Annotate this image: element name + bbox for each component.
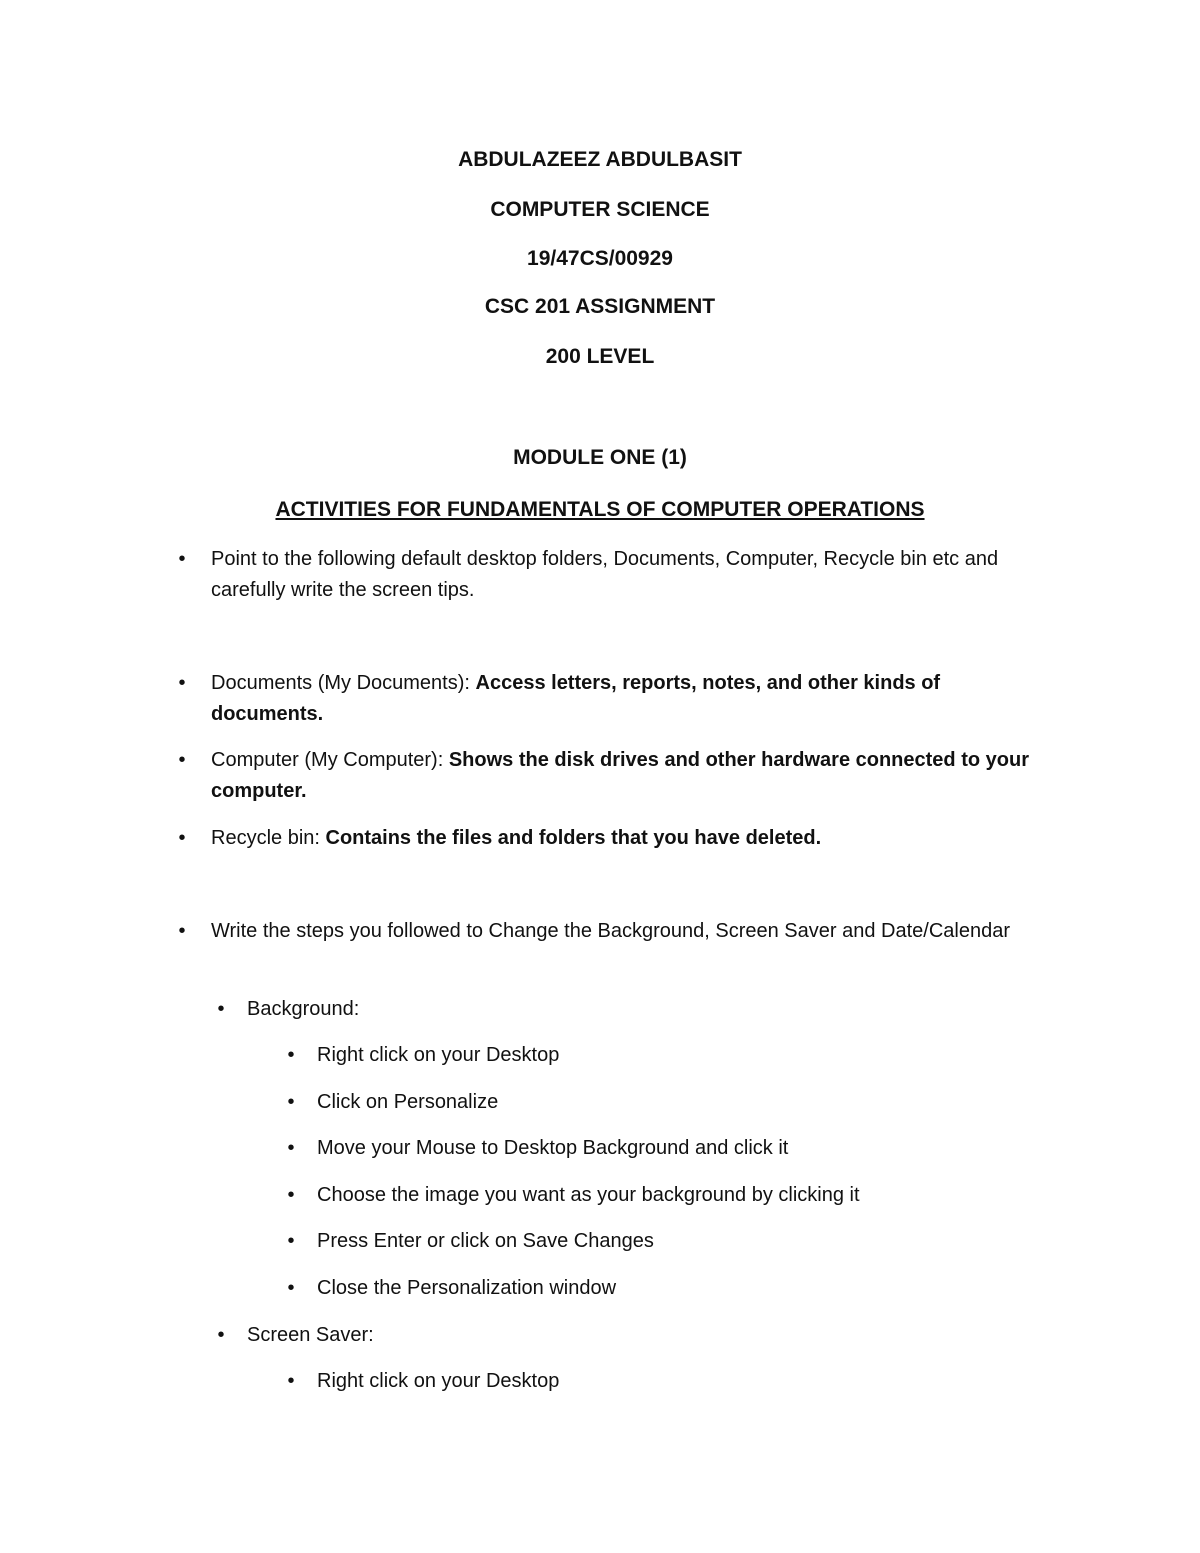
background-step-text: Click on Personalize [317, 1091, 499, 1113]
point-instruction-text: Point to the following default desktop folders, Documents, Computer, Recycle bin etc and carefully write the screen tips. [211, 548, 999, 601]
bullet-icon: • [287, 1277, 295, 1299]
list-item-documents [178, 668, 1041, 730]
bullet-icon: • [287, 1230, 295, 1252]
list-item-background-heading [217, 994, 1027, 1025]
recycle-label: Recycle bin: [211, 827, 326, 849]
bullet-icon: • [287, 1370, 295, 1392]
background-heading: Background: [247, 998, 360, 1020]
recycle-tip: Contains the files and folders that you have deleted. [325, 827, 822, 849]
bullet-icon: • [178, 920, 186, 942]
level: 200 LEVEL [545, 345, 655, 368]
module-title: MODULE ONE (1) [513, 446, 687, 469]
bullet-icon: • [178, 827, 186, 849]
screensaver-step-text: Right click on your Desktop [317, 1370, 560, 1392]
documents-tip: Access letters, reports, notes, and other kinds of documents. [211, 672, 941, 725]
list-item-point-instruction [178, 544, 1041, 606]
bullet-icon: • [287, 1044, 295, 1066]
course-title: CSC 201 ASSIGNMENT [484, 295, 716, 318]
bullet-icon: • [287, 1137, 295, 1159]
student-name: ABDULAZEEZ ABDULBASIT [458, 148, 742, 171]
list-item-computer [178, 745, 1041, 807]
bullet-icon: • [287, 1091, 295, 1113]
computer-label: Computer (My Computer): [211, 749, 449, 771]
screensaver-heading: Screen Saver: [247, 1324, 374, 1346]
steps-instruction-text: Write the steps you followed to Change the Background, Screen Saver and Date/Calendar [211, 920, 1010, 942]
bullet-icon: • [217, 998, 225, 1020]
computer-tip: Shows the disk drives and other hardware connected to your computer. [211, 749, 1029, 802]
bullet-icon: • [178, 548, 186, 570]
list-item-background-step [287, 1226, 1037, 1257]
matric-number: 19/47CS/00929 [527, 247, 673, 270]
bullet-icon: • [178, 672, 186, 694]
activities-title: ACTIVITIES FOR FUNDAMENTALS OF COMPUTER OPERATIONS [275, 498, 925, 521]
background-step-text: Right click on your Desktop [317, 1044, 560, 1066]
department: COMPUTER SCIENCE [490, 198, 710, 221]
background-step-text: Close the Personalization window [317, 1277, 617, 1299]
background-step-text: Press Enter or click on Save Changes [317, 1230, 654, 1252]
bullet-icon: • [217, 1324, 225, 1346]
list-item-background-step [287, 1133, 1037, 1164]
list-item-background-step [287, 1087, 1037, 1118]
bullet-icon: • [287, 1184, 295, 1206]
list-item-background-step [287, 1180, 1037, 1211]
background-step-text: Choose the image you want as your background by clicking it [317, 1184, 860, 1206]
list-item-steps-instruction [178, 916, 1041, 947]
list-item-screensaver-heading [217, 1320, 1027, 1351]
background-step-text: Move your Mouse to Desktop Background and click it [317, 1137, 789, 1159]
list-item-recycle-bin [178, 823, 1041, 854]
documents-label: Documents (My Documents): [211, 672, 476, 694]
list-item-background-step [287, 1273, 1037, 1304]
list-item-screensaver-step [287, 1366, 1037, 1397]
bullet-icon: • [178, 749, 186, 771]
list-item-background-step [287, 1040, 1037, 1071]
